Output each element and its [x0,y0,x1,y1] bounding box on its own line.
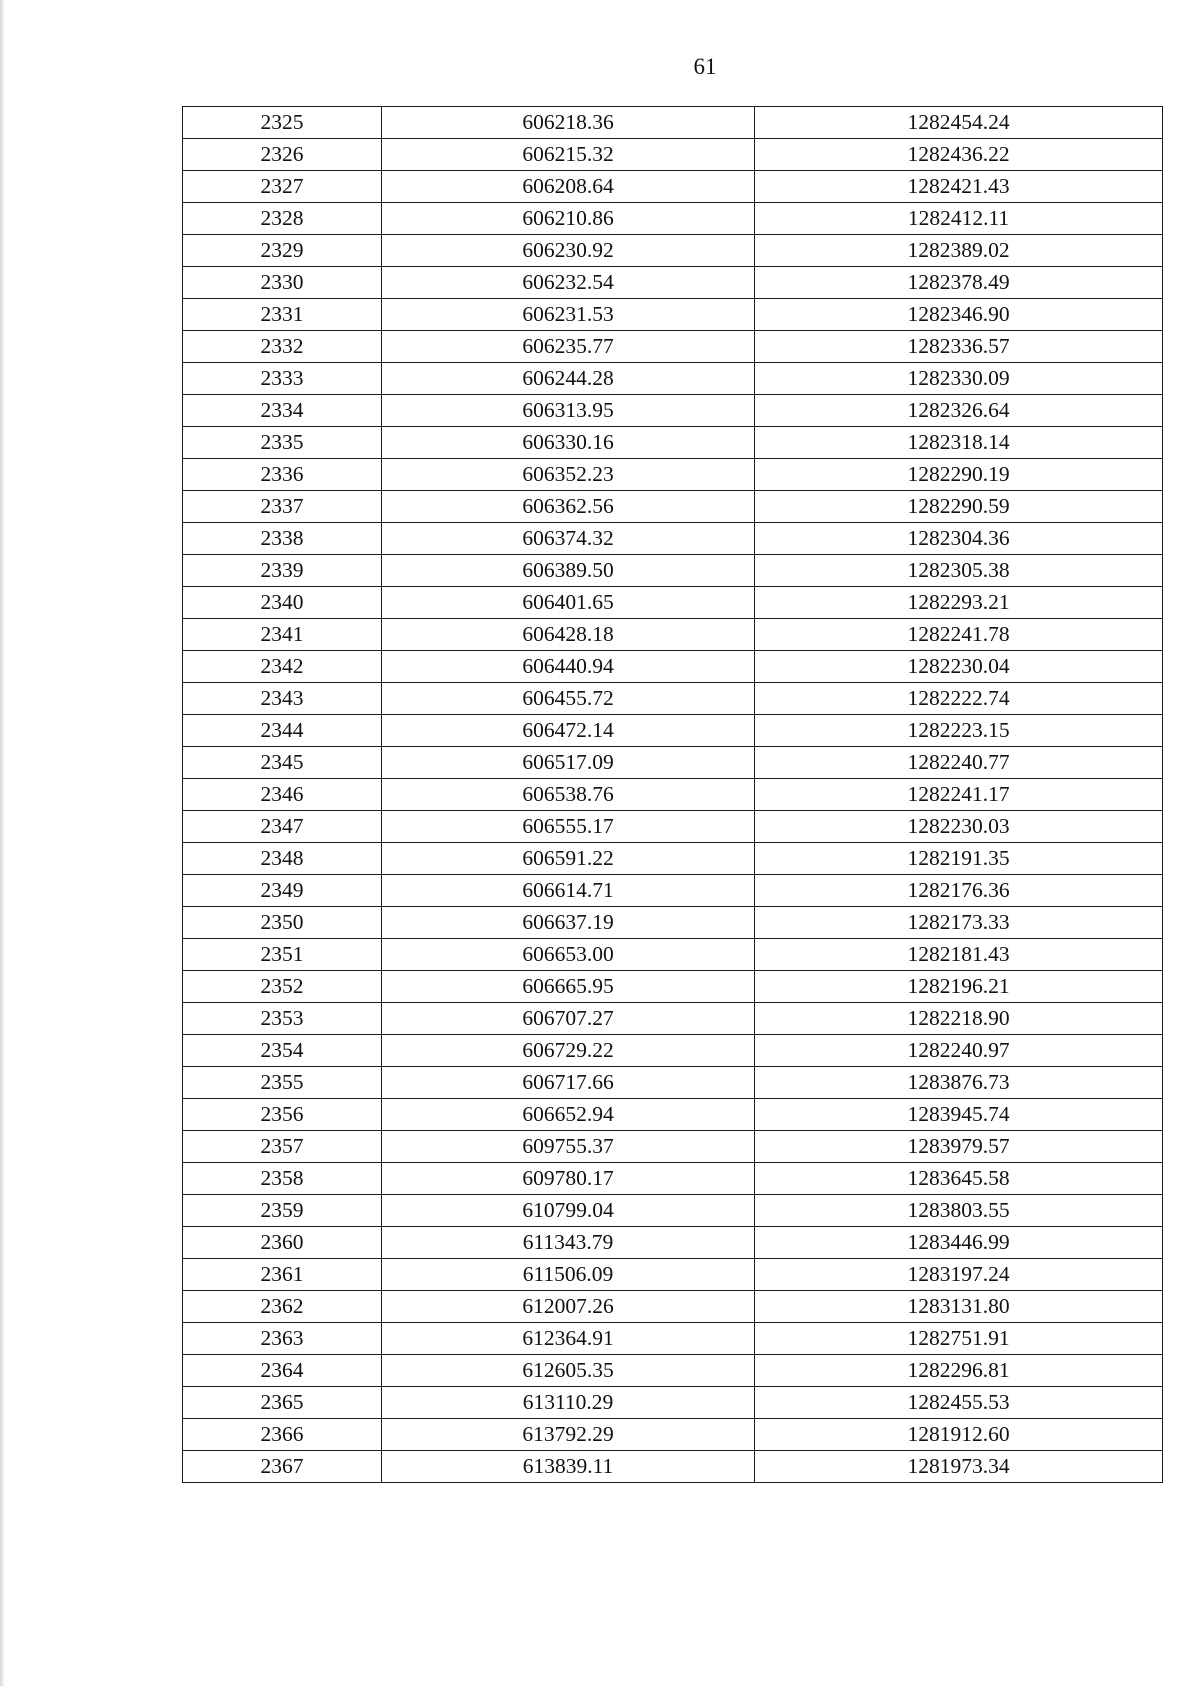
x-coordinate-cell: 612364.91 [382,1323,755,1355]
table-row [183,619,1163,651]
y-coordinate-cell: 1282305.38 [755,555,1163,587]
table-row [183,1099,1163,1131]
table-row [183,1163,1163,1195]
x-coordinate-cell: 606707.27 [382,1003,755,1035]
x-coordinate-cell: 609755.37 [382,1131,755,1163]
table-row [183,843,1163,875]
table-row [183,203,1163,235]
x-coordinate-cell: 606637.19 [382,907,755,939]
x-coordinate-cell: 610799.04 [382,1195,755,1227]
x-coordinate-cell: 606538.76 [382,779,755,811]
point-number-cell: 2364 [183,1355,382,1387]
point-number-cell: 2347 [183,811,382,843]
point-number-cell: 2344 [183,715,382,747]
x-coordinate-cell: 606215.32 [382,139,755,171]
y-coordinate-cell: 1282454.24 [755,107,1163,139]
y-coordinate-cell: 1282330.09 [755,363,1163,395]
point-number-cell: 2336 [183,459,382,491]
y-coordinate-cell: 1283645.58 [755,1163,1163,1195]
point-number-cell: 2366 [183,1419,382,1451]
point-number-cell: 2353 [183,1003,382,1035]
x-coordinate-cell: 606591.22 [382,843,755,875]
y-coordinate-cell: 1282336.57 [755,331,1163,363]
table-row [183,715,1163,747]
point-number-cell: 2325 [183,107,382,139]
point-number-cell: 2339 [183,555,382,587]
table-row [183,1451,1163,1483]
point-number-cell: 2342 [183,651,382,683]
table-row [183,1003,1163,1035]
y-coordinate-cell: 1282412.11 [755,203,1163,235]
point-number-cell: 2334 [183,395,382,427]
y-coordinate-cell: 1283197.24 [755,1259,1163,1291]
y-coordinate-cell: 1282173.33 [755,907,1163,939]
table-row [183,811,1163,843]
table-row [183,523,1163,555]
x-coordinate-cell: 606362.56 [382,491,755,523]
point-number-cell: 2349 [183,875,382,907]
x-coordinate-cell: 606652.94 [382,1099,755,1131]
point-number-cell: 2367 [183,1451,382,1483]
table-row [183,171,1163,203]
table-row [183,1227,1163,1259]
x-coordinate-cell: 606389.50 [382,555,755,587]
point-number-cell: 2327 [183,171,382,203]
y-coordinate-cell: 1283876.73 [755,1067,1163,1099]
y-coordinate-cell: 1282290.19 [755,459,1163,491]
x-coordinate-cell: 606665.95 [382,971,755,1003]
point-number-cell: 2331 [183,299,382,331]
x-coordinate-cell: 611343.79 [382,1227,755,1259]
table-row [183,107,1163,139]
x-coordinate-cell: 606555.17 [382,811,755,843]
y-coordinate-cell: 1282346.90 [755,299,1163,331]
table-row [183,1259,1163,1291]
table-row [183,1035,1163,1067]
table-row [183,1131,1163,1163]
x-coordinate-cell: 606401.65 [382,587,755,619]
table-row [183,139,1163,171]
point-number-cell: 2346 [183,779,382,811]
x-coordinate-cell: 606230.92 [382,235,755,267]
x-coordinate-cell: 606455.72 [382,683,755,715]
y-coordinate-cell: 1282223.15 [755,715,1163,747]
table-row [183,651,1163,683]
x-coordinate-cell: 606729.22 [382,1035,755,1067]
x-coordinate-cell: 613110.29 [382,1387,755,1419]
table-row [183,779,1163,811]
table-row [183,331,1163,363]
x-coordinate-cell: 606231.53 [382,299,755,331]
x-coordinate-cell: 606428.18 [382,619,755,651]
point-number-cell: 2360 [183,1227,382,1259]
table-row [183,395,1163,427]
y-coordinate-cell: 1282378.49 [755,267,1163,299]
y-coordinate-cell: 1282389.02 [755,235,1163,267]
x-coordinate-cell: 606717.66 [382,1067,755,1099]
point-number-cell: 2335 [183,427,382,459]
point-number-cell: 2329 [183,235,382,267]
coordinates-table-body [183,107,1163,1483]
y-coordinate-cell: 1282240.97 [755,1035,1163,1067]
point-number-cell: 2333 [183,363,382,395]
y-coordinate-cell: 1282176.36 [755,875,1163,907]
x-coordinate-cell: 606208.64 [382,171,755,203]
x-coordinate-cell: 613839.11 [382,1451,755,1483]
table-row [183,491,1163,523]
point-number-cell: 2362 [183,1291,382,1323]
y-coordinate-cell: 1282326.64 [755,395,1163,427]
table-row [183,747,1163,779]
y-coordinate-cell: 1282218.90 [755,1003,1163,1035]
y-coordinate-cell: 1282436.22 [755,139,1163,171]
y-coordinate-cell: 1282751.91 [755,1323,1163,1355]
point-number-cell: 2350 [183,907,382,939]
point-number-cell: 2330 [183,267,382,299]
y-coordinate-cell: 1282241.78 [755,619,1163,651]
point-number-cell: 2355 [183,1067,382,1099]
x-coordinate-cell: 606218.36 [382,107,755,139]
table-row [183,363,1163,395]
point-number-cell: 2338 [183,523,382,555]
y-coordinate-cell: 1282293.21 [755,587,1163,619]
point-number-cell: 2337 [183,491,382,523]
table-row [183,1195,1163,1227]
point-number-cell: 2361 [183,1259,382,1291]
table-row [183,235,1163,267]
x-coordinate-cell: 606210.86 [382,203,755,235]
y-coordinate-cell: 1283446.99 [755,1227,1163,1259]
x-coordinate-cell: 606313.95 [382,395,755,427]
x-coordinate-cell: 606472.14 [382,715,755,747]
table-row [183,939,1163,971]
point-number-cell: 2343 [183,683,382,715]
point-number-cell: 2341 [183,619,382,651]
point-number-cell: 2357 [183,1131,382,1163]
x-coordinate-cell: 606232.54 [382,267,755,299]
table-row [183,267,1163,299]
table-row [183,907,1163,939]
x-coordinate-cell: 606614.71 [382,875,755,907]
point-number-cell: 2351 [183,939,382,971]
point-number-cell: 2354 [183,1035,382,1067]
table-row [183,1067,1163,1099]
point-number-cell: 2326 [183,139,382,171]
point-number-cell: 2356 [183,1099,382,1131]
x-coordinate-cell: 606517.09 [382,747,755,779]
table-row [183,1291,1163,1323]
y-coordinate-cell: 1282241.17 [755,779,1163,811]
page-number: 61 [693,54,717,79]
y-coordinate-cell: 1283945.74 [755,1099,1163,1131]
x-coordinate-cell: 612605.35 [382,1355,755,1387]
y-coordinate-cell: 1282230.04 [755,651,1163,683]
x-coordinate-cell: 606440.94 [382,651,755,683]
table-row [183,683,1163,715]
point-number-cell: 2328 [183,203,382,235]
table-row [183,459,1163,491]
point-number-cell: 2348 [183,843,382,875]
x-coordinate-cell: 606653.00 [382,939,755,971]
y-coordinate-cell: 1282230.03 [755,811,1163,843]
point-number-cell: 2359 [183,1195,382,1227]
point-number-cell: 2340 [183,587,382,619]
x-coordinate-cell: 606374.32 [382,523,755,555]
y-coordinate-cell: 1282318.14 [755,427,1163,459]
table-row [183,1387,1163,1419]
point-number-cell: 2365 [183,1387,382,1419]
point-number-cell: 2332 [183,331,382,363]
x-coordinate-cell: 606235.77 [382,331,755,363]
table-row [183,971,1163,1003]
y-coordinate-cell: 1282304.36 [755,523,1163,555]
point-number-cell: 2352 [183,971,382,1003]
y-coordinate-cell: 1282421.43 [755,171,1163,203]
y-coordinate-cell: 1282455.53 [755,1387,1163,1419]
point-number-cell: 2358 [183,1163,382,1195]
y-coordinate-cell: 1282296.81 [755,1355,1163,1387]
table-row [183,1323,1163,1355]
table-row [183,427,1163,459]
y-coordinate-cell: 1282222.74 [755,683,1163,715]
table-row [183,1355,1163,1387]
y-coordinate-cell: 1283131.80 [755,1291,1163,1323]
y-coordinate-cell: 1282240.77 [755,747,1163,779]
x-coordinate-cell: 609780.17 [382,1163,755,1195]
y-coordinate-cell: 1281912.60 [755,1419,1163,1451]
y-coordinate-cell: 1282290.59 [755,491,1163,523]
point-number-cell: 2345 [183,747,382,779]
table-row [183,1419,1163,1451]
point-number-cell: 2363 [183,1323,382,1355]
y-coordinate-cell: 1281973.34 [755,1451,1163,1483]
x-coordinate-cell: 612007.26 [382,1291,755,1323]
y-coordinate-cell: 1282191.35 [755,843,1163,875]
table-row [183,875,1163,907]
y-coordinate-cell: 1283979.57 [755,1131,1163,1163]
table-row [183,555,1163,587]
x-coordinate-cell: 611506.09 [382,1259,755,1291]
y-coordinate-cell: 1282196.21 [755,971,1163,1003]
table-row [183,299,1163,331]
y-coordinate-cell: 1282181.43 [755,939,1163,971]
x-coordinate-cell: 606330.16 [382,427,755,459]
x-coordinate-cell: 606352.23 [382,459,755,491]
y-coordinate-cell: 1283803.55 [755,1195,1163,1227]
x-coordinate-cell: 606244.28 [382,363,755,395]
x-coordinate-cell: 613792.29 [382,1419,755,1451]
coordinates-table [182,106,1163,1483]
table-row [183,587,1163,619]
scan-edge [0,0,4,1686]
